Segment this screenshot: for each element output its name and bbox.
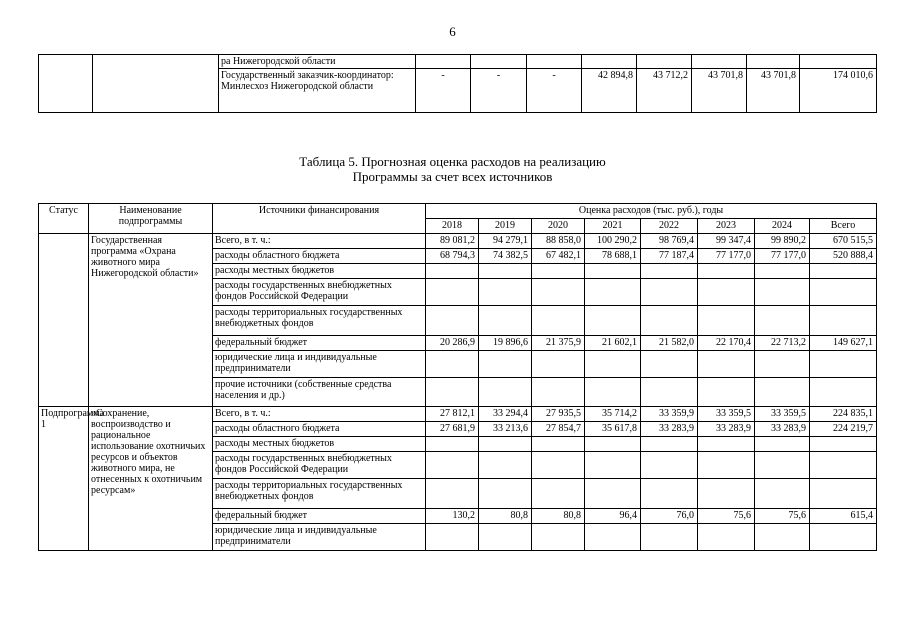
value-cell (479, 452, 532, 479)
value-cell: 77 177,0 (755, 249, 810, 264)
value-cell (698, 264, 755, 279)
value-cell: 19 896,6 (479, 336, 532, 351)
value-cell (532, 479, 585, 509)
value-cell: - (527, 69, 582, 113)
value-cell: 94 279,1 (479, 234, 532, 249)
value-cell: 27 681,9 (426, 422, 479, 437)
value-cell: 22 170,4 (698, 336, 755, 351)
value-cell (532, 378, 585, 407)
value-cell (755, 437, 810, 452)
total-cell (810, 452, 877, 479)
value-cell (755, 279, 810, 306)
source-cell: Всего, в т. ч.: (213, 234, 426, 249)
source-cell: расходы местных бюджетов (213, 437, 426, 452)
source-cell: расходы местных бюджетов (213, 264, 426, 279)
value-cell: 33 283,9 (641, 422, 698, 437)
value-cell: 42 894,8 (582, 69, 637, 113)
value-cell: 20 286,9 (426, 336, 479, 351)
value-cell (426, 306, 479, 336)
value-cell (585, 479, 641, 509)
value-cell: 43 701,8 (747, 69, 800, 113)
header-year: 2019 (479, 219, 532, 234)
value-cell (426, 524, 479, 551)
value-cell (585, 351, 641, 378)
page-number: 6 (449, 24, 456, 39)
value-cell: 80,8 (532, 509, 585, 524)
source-cell: юридические лица и индивидуальные предприниматели (213, 524, 426, 551)
table-caption-line1: Таблица 5. Прогнозная оценка расходов на реализацию (299, 154, 606, 169)
value-cell: 35 617,8 (585, 422, 641, 437)
value-cell: 33 283,9 (755, 422, 810, 437)
program-name-cell: Государственная программа «Охрана животного мира Нижегородской области» (89, 234, 213, 407)
total-cell: 520 888,4 (810, 249, 877, 264)
value-cell (641, 437, 698, 452)
total-cell (810, 279, 877, 306)
value-cell: 67 482,1 (532, 249, 585, 264)
value-cell (641, 479, 698, 509)
value-cell: 21 375,9 (532, 336, 585, 351)
value-cell (585, 378, 641, 407)
value-cell: 99 347,4 (698, 234, 755, 249)
value-cell: 88 858,0 (532, 234, 585, 249)
value-cell (532, 524, 585, 551)
table-caption (0, 154, 905, 184)
value-cell: 21 602,1 (585, 336, 641, 351)
value-cell (426, 452, 479, 479)
value-cell (532, 264, 585, 279)
source-cell: Государственный заказчик-координатор: Минлесхоз Нижегородской области (219, 69, 416, 113)
value-cell (426, 479, 479, 509)
value-cell (585, 306, 641, 336)
source-cell: расходы территориальных государственных внебюджетных фондов (213, 306, 426, 336)
value-cell: - (471, 69, 527, 113)
source-cell: расходы государственных внебюджетных фондов Российской Федерации (213, 279, 426, 306)
total-cell (810, 378, 877, 407)
value-cell: 89 081,2 (426, 234, 479, 249)
value-cell: 33 213,6 (479, 422, 532, 437)
source-cell: прочие источники (собственные средства населения и др.) (213, 378, 426, 407)
value-cell: 80,8 (479, 509, 532, 524)
header-year: 2018 (426, 219, 479, 234)
total-cell: 670 515,5 (810, 234, 877, 249)
table-row (39, 234, 877, 249)
value-cell: 98 769,4 (641, 234, 698, 249)
value-cell (641, 378, 698, 407)
header-year: 2020 (532, 219, 585, 234)
value-cell (641, 264, 698, 279)
header-estimate: Оценка расходов (тыс. руб.), годы (426, 204, 877, 219)
value-cell (532, 437, 585, 452)
value-cell: 100 290,2 (585, 234, 641, 249)
value-cell: 75,6 (698, 509, 755, 524)
header-name: Наименование подпрограммы (89, 204, 213, 234)
value-cell: 35 714,2 (585, 407, 641, 422)
value-cell (532, 452, 585, 479)
value-cell (698, 351, 755, 378)
value-cell (479, 351, 532, 378)
source-cell: ра Нижегородской области (219, 55, 416, 69)
header-row (39, 204, 877, 219)
value-cell (479, 479, 532, 509)
source-cell: федеральный бюджет (213, 509, 426, 524)
value-cell (641, 452, 698, 479)
value-cell: 78 688,1 (585, 249, 641, 264)
value-cell: 27 935,5 (532, 407, 585, 422)
value-cell (698, 437, 755, 452)
table-caption-line2: Программы за счет всех источников (352, 169, 553, 184)
value-cell (641, 351, 698, 378)
value-cell (641, 306, 698, 336)
source-cell: юридические лица и индивидуальные предприниматели (213, 351, 426, 378)
value-cell (698, 378, 755, 407)
value-cell: 43 712,2 (637, 69, 692, 113)
value-cell (479, 264, 532, 279)
value-cell (755, 378, 810, 407)
value-cell: 77 177,0 (698, 249, 755, 264)
total-cell (810, 264, 877, 279)
value-cell (479, 437, 532, 452)
value-cell: 43 701,8 (692, 69, 747, 113)
value-cell: 33 359,5 (698, 407, 755, 422)
value-cell (755, 264, 810, 279)
value-cell (585, 279, 641, 306)
value-cell (641, 279, 698, 306)
value-cell (479, 378, 532, 407)
header-year: 2021 (585, 219, 641, 234)
value-cell (698, 479, 755, 509)
value-cell (698, 452, 755, 479)
value-cell (585, 264, 641, 279)
value-cell: 33 283,9 (698, 422, 755, 437)
value-cell: 33 359,5 (755, 407, 810, 422)
status-cell (39, 234, 89, 407)
value-cell (698, 279, 755, 306)
header-total: Всего (810, 219, 877, 234)
source-cell: расходы государственных внебюджетных фондов Российской Федерации (213, 452, 426, 479)
value-cell: 130,2 (426, 509, 479, 524)
value-cell (755, 479, 810, 509)
value-cell (585, 437, 641, 452)
value-cell: 33 359,9 (641, 407, 698, 422)
value-cell (532, 306, 585, 336)
value-cell (755, 524, 810, 551)
table-row (39, 407, 877, 422)
value-cell (479, 524, 532, 551)
value-cell: 99 890,2 (755, 234, 810, 249)
value-cell: 96,4 (585, 509, 641, 524)
total-cell: 224 835,1 (810, 407, 877, 422)
source-cell: федеральный бюджет (213, 336, 426, 351)
source-cell: Всего, в т. ч.: (213, 407, 426, 422)
header-year: 2022 (641, 219, 698, 234)
value-cell (698, 306, 755, 336)
total-cell (810, 437, 877, 452)
value-cell (585, 524, 641, 551)
value-cell (479, 306, 532, 336)
value-cell (426, 378, 479, 407)
total-cell: 149 627,1 (810, 336, 877, 351)
value-cell: 74 382,5 (479, 249, 532, 264)
header-year: 2023 (698, 219, 755, 234)
value-cell: 27 854,7 (532, 422, 585, 437)
header-status: Статус (39, 204, 89, 234)
value-cell: 174 010,6 (800, 69, 877, 113)
source-cell: расходы территориальных государственных внебюджетных фондов (213, 479, 426, 509)
value-cell (426, 351, 479, 378)
forecast-table (38, 203, 877, 551)
value-cell (755, 351, 810, 378)
value-cell: 77 187,4 (641, 249, 698, 264)
continuation-table (38, 54, 877, 113)
value-cell (698, 524, 755, 551)
value-cell: 76,0 (641, 509, 698, 524)
total-cell (810, 306, 877, 336)
value-cell (532, 279, 585, 306)
header-year: 2024 (755, 219, 810, 234)
value-cell (426, 437, 479, 452)
source-cell: расходы областного бюджета (213, 422, 426, 437)
value-cell: 33 294,4 (479, 407, 532, 422)
status-cell: Подпрограмма 1 (39, 407, 89, 551)
value-cell (755, 306, 810, 336)
header-sources: Источники финансирования (213, 204, 426, 234)
value-cell (641, 524, 698, 551)
total-cell (810, 479, 877, 509)
value-cell: 21 582,0 (641, 336, 698, 351)
total-cell (810, 524, 877, 551)
value-cell (426, 279, 479, 306)
value-cell (585, 452, 641, 479)
value-cell (755, 452, 810, 479)
value-cell (532, 351, 585, 378)
value-cell: 27 812,1 (426, 407, 479, 422)
value-cell: 68 794,3 (426, 249, 479, 264)
table-row (39, 55, 877, 69)
value-cell (426, 264, 479, 279)
program-name-cell: «Сохранение, воспроизводство и рациональное использование охотничьих ресурсов и объектов животного мира, не отнесенных к охотничьим ресурсам» (89, 407, 213, 551)
value-cell: - (416, 69, 471, 113)
value-cell (479, 279, 532, 306)
source-cell: расходы областного бюджета (213, 249, 426, 264)
value-cell: 75,6 (755, 509, 810, 524)
value-cell: 22 713,2 (755, 336, 810, 351)
total-cell: 224 219,7 (810, 422, 877, 437)
total-cell (810, 351, 877, 378)
total-cell: 615,4 (810, 509, 877, 524)
